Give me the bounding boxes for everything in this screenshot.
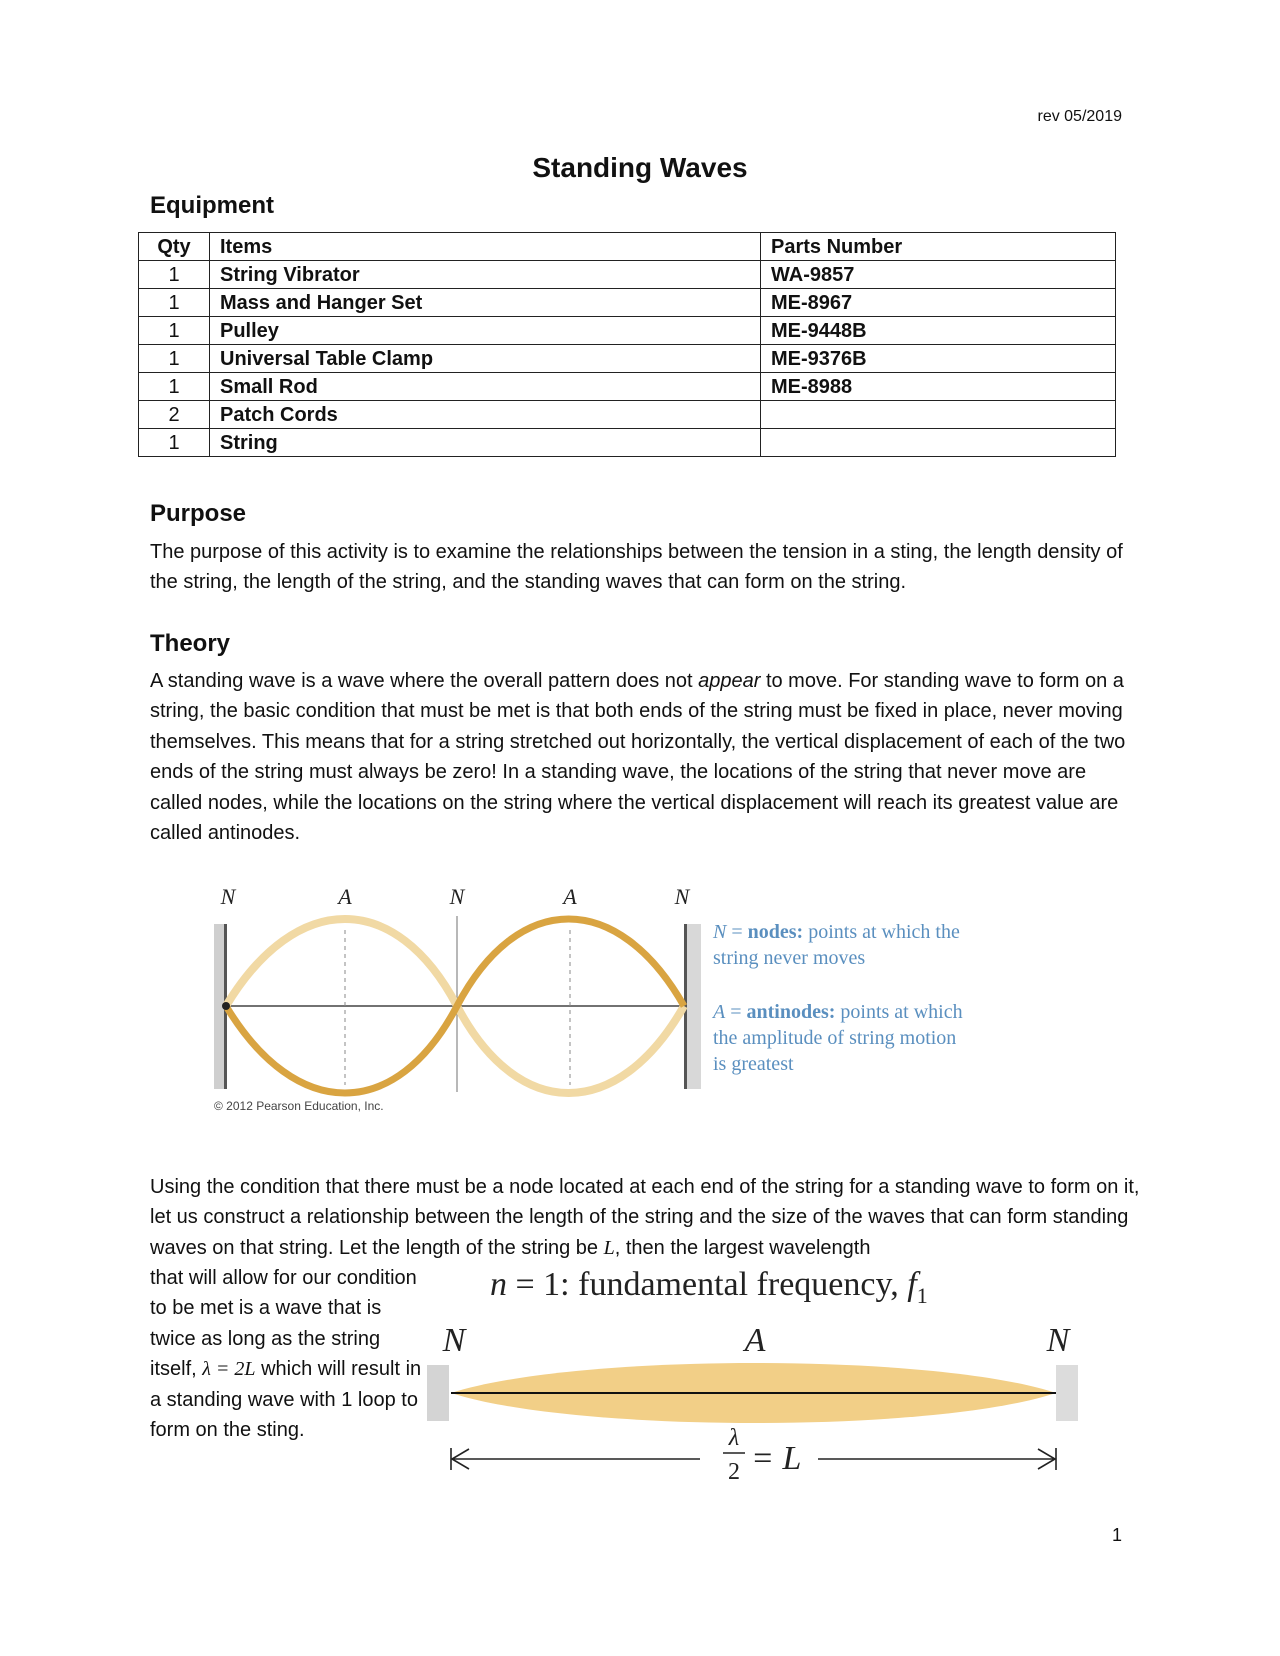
legend-antinodes-line3: is greatest [713,1053,794,1075]
table-row [139,289,1116,317]
table-row [139,317,1116,345]
item-cell: Small Rod [210,373,761,401]
item-cell: String [210,429,761,457]
column-header-parts-number: Parts Number [761,233,1116,261]
item-cell: Patch Cords [210,401,761,429]
qty-cell: 1 [139,373,210,401]
item-cell: String Vibrator [210,261,761,289]
table-row [139,373,1116,401]
table-header-row [139,233,1116,261]
symbol-L: L [603,1236,615,1259]
derivation-intro: Using the condition that there must be a node located at each end of the string for a standing wave to form on it, let us construct a relationship between the length of the string and the size of the waves that can form standing waves on that string. Let the length of the string be L, then the largest wavelength [150,1176,1140,1259]
column-header-qty: Qty [139,233,210,261]
part-cell: ME-9376B [761,345,1116,373]
page-title: Standing Waves [532,152,748,183]
part-cell: WA-9857 [761,261,1116,289]
label-node-3: N [674,884,690,909]
part-cell: ME-9448B [761,317,1116,345]
qty-cell: 1 [139,317,210,345]
equation-lambda-2L: λ = 2L [202,1358,256,1381]
fundamental-caption: n = 1: fundamental frequency, $f_1$ [490,1266,928,1308]
emphasis-appear: appear [698,670,761,692]
theory-paragraph: A standing wave is a wave where the overall pattern does not appear to move. For standing wave to form on a string, the basic condition that must be met is that both ends of the string must be fixed in place, never moving themselves. This means that for a string stretched out horizontally, the vertical displacement of each of the two ends of the string must always be zero! In a standing wave, the locations of the string that never move are called nodes, while the locations on the string where the vertical displacement will reach its greatest value are called antinodes. [150,670,1126,845]
equipment-table [138,232,1116,457]
table-row [139,261,1116,289]
fundamental-frequency-figure [425,1255,1125,1495]
fraction-numerator: λ [728,1425,740,1451]
table-row [139,429,1116,457]
part-cell [761,401,1116,429]
qty-cell: 1 [139,345,210,373]
part-cell [761,429,1116,457]
legend-nodes: N = nodes: points at which the [713,921,960,943]
item-cell: Mass and Hanger Set [210,289,761,317]
label-antinode-1: A [338,884,352,909]
qty-cell: 1 [139,261,210,289]
equipment-heading: Equipment [150,192,274,219]
item-cell: Universal Table Clamp [210,345,761,373]
label-node-left: N [442,1322,466,1359]
right-support [1056,1365,1078,1421]
equals-L: = L [751,1440,802,1477]
label-node-1: N [220,884,236,909]
page-number: 1 [1111,1525,1122,1545]
theory-heading: Theory [150,630,231,657]
half-wavelength-equation [723,1425,801,1485]
part-cell: ME-8988 [761,373,1116,401]
label-antinode-2: A [563,884,577,909]
table-row [139,401,1116,429]
purpose-heading: Purpose [150,500,247,527]
qty-cell: 1 [139,289,210,317]
part-cell: ME-8967 [761,289,1116,317]
qty-cell: 1 [139,429,210,457]
legend-antinodes: A = antinodes: points at which [713,1001,963,1023]
table-row [139,345,1116,373]
label-node-2: N [449,884,465,909]
revision-label: rev 05/2019 [1037,108,1122,125]
label-node-right: N [1046,1322,1070,1359]
purpose-paragraph: The purpose of this activity is to examine the relationships between the tension in a sting, the length density of the string, the length of the string, and the standing waves that can form on the string. [150,541,1123,594]
item-cell: Pulley [210,317,761,345]
legend-nodes-line2: string never moves [713,947,866,969]
column-header-items: Items [210,233,761,261]
qty-cell: 2 [139,401,210,429]
legend-antinodes-line2: the amplitude of string motion [713,1027,957,1049]
label-antinode: A [744,1322,766,1359]
derivation-side-text: that will allow for our condition to be met is a wave that is twice as long as the string itself, λ = 2L which will result in a standing wave with 1 loop to form on the sting. [150,1267,422,1442]
standing-wave-figure [200,880,1020,1120]
copyright-notice: © 2012 Pearson Education, Inc. [214,1099,384,1113]
fraction-denominator: 2 [728,1459,740,1485]
left-support [427,1365,449,1421]
